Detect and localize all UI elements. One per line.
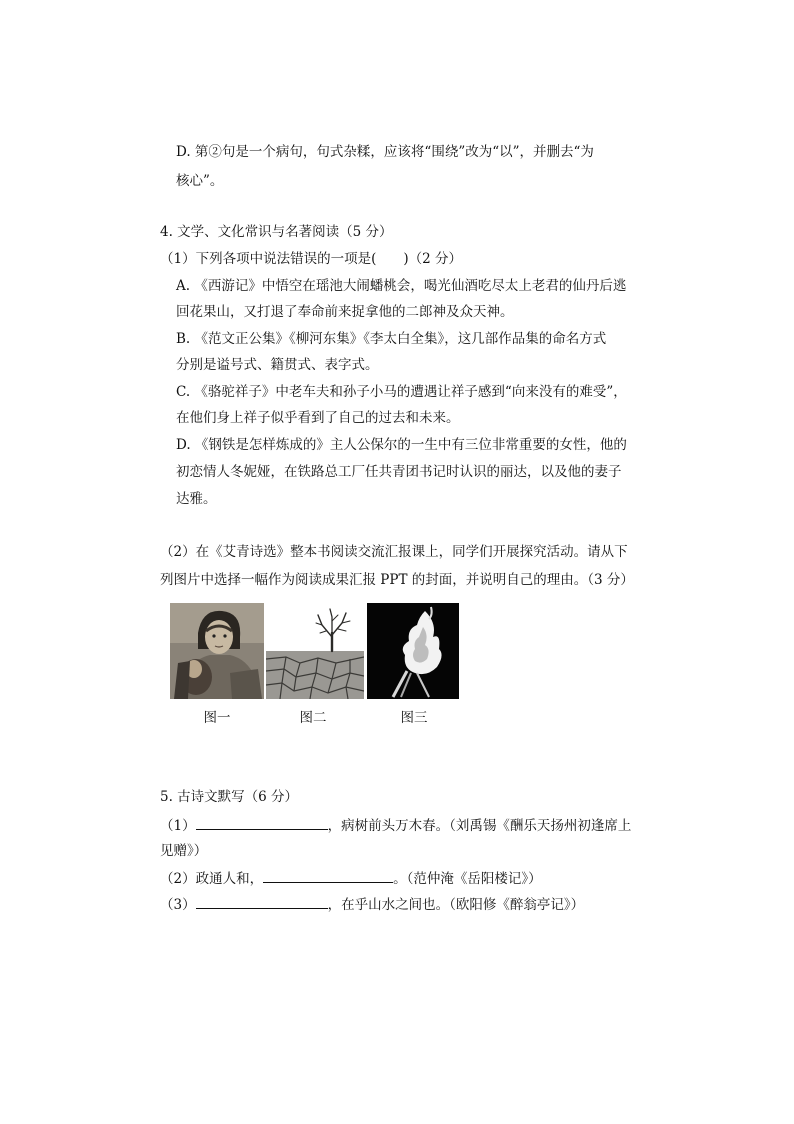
q5-item3: [160, 894, 584, 915]
q3-option-d-line2: 核心”。: [176, 173, 224, 189]
woman-portrait-illustration: [170, 603, 264, 699]
q4-option-b-line1: B. 《范文正公集》《柳河东集》《李太白全集》，这几部作品集的命名方式: [176, 331, 607, 347]
q5-item1-blank[interactable]: [196, 815, 328, 830]
q4-option-d-line1: D. 《钢铁是怎样炼成的》主人公保尔的一生中有三位非常重要的女性，他的: [176, 437, 627, 453]
q4-heading: 4. 文学、文化常识与名著阅读（5 分）: [160, 224, 393, 240]
q5-item1-text: ，病树前头万木春。（刘禹锡《酬乐天扬州初逢席上: [327, 818, 632, 834]
q4-sub2-line1: （2）在《艾青诗选》整本书阅读交流汇报课上，同学们开展探究活动。请从下: [160, 544, 628, 560]
picture-one: [170, 603, 264, 699]
picture-two: [266, 603, 364, 699]
q4-sub1-stem: （1）下列各项中说法错误的一项是( )（2 分）: [160, 251, 463, 267]
q4-option-b-line2: 分别是谥号式、籍贯式、表字式。: [176, 357, 379, 373]
q5-item2-text-post: 。（范仲淹《岳阳楼记》）: [393, 871, 542, 887]
q5-item1-line2: 见赠》）: [160, 843, 208, 859]
q4-option-a-line1: A. 《西游记》中悟空在瑶池大闹蟠桃会，喝光仙酒吃尽太上老君的仙丹后逃: [176, 278, 627, 294]
q5-item3-blank[interactable]: [196, 894, 328, 909]
q5-item3-number: （3）: [160, 897, 196, 913]
caption-picture-one: 图一: [203, 710, 231, 726]
q4-sub2-line2: 列图片中选择一幅作为阅读成果汇报 PPT 的封面，并说明自己的理由。（3 分）: [160, 572, 634, 588]
q4-option-c-line1: C. 《骆驼祥子》中老车夫和孙子小马的遭遇让祥子感到“向来没有的难受”，: [176, 384, 627, 400]
q5-item3-text: ，在乎山水之间也。（欧阳修《醉翁亭记》）: [327, 897, 585, 913]
q5-item2-text-pre: （2）政通人和，: [160, 871, 264, 887]
q5-item1-line1: [160, 815, 631, 836]
q5-item2: [160, 868, 542, 889]
q4-option-a-line2: 回花果山，又打退了奉命前来捉拿他的二郎神及众天神。: [176, 304, 514, 320]
q4-option-d-line2: 初恋情人冬妮娅，在铁路总工厂任共青团书记时认识的丽达，以及他的妻子: [176, 464, 622, 480]
cracked-earth-tree-illustration: [266, 603, 364, 699]
q4-option-c-line2: 在他们身上祥子似乎看到了自己的过去和未来。: [176, 410, 460, 426]
caption-picture-two: 图二: [299, 710, 327, 726]
picture-three: [367, 603, 459, 699]
q4-option-d-line3: 达雅。: [176, 491, 217, 507]
caption-picture-three: 图三: [400, 710, 428, 726]
q5-heading: 5. 古诗文默写（6 分）: [160, 789, 299, 805]
q5-item1-number: （1）: [160, 818, 196, 834]
torch-flame-illustration: [367, 603, 459, 699]
q5-item2-blank[interactable]: [263, 868, 393, 883]
q3-option-d-line1: D. 第②句是一个病句，句式杂糅，应该将“围绕”改为“以”，并删去“为: [176, 144, 594, 160]
